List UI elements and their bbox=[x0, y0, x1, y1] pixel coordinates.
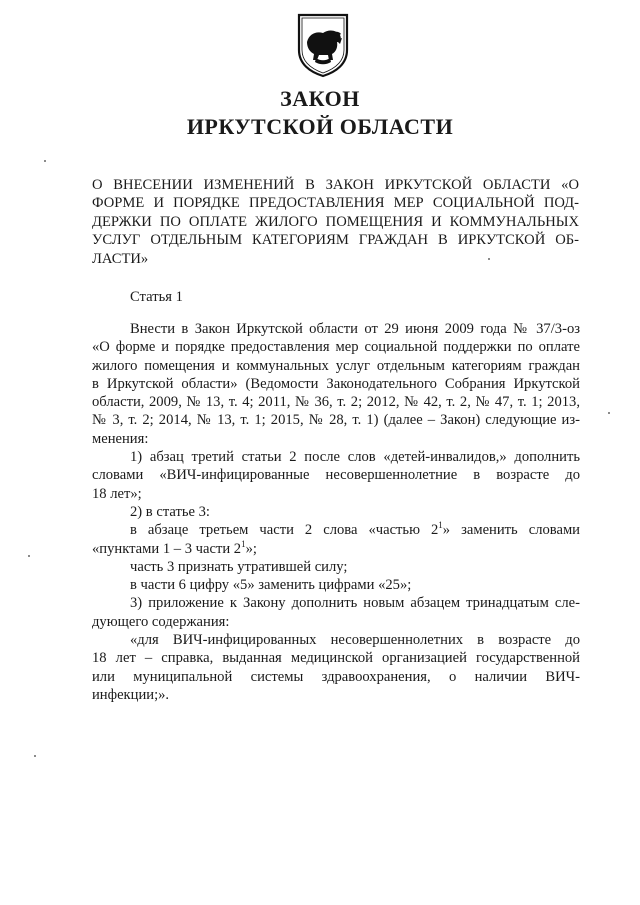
quote-line: инфекции;». bbox=[92, 686, 170, 703]
scan-speck bbox=[488, 258, 490, 260]
superscript: 1 bbox=[241, 538, 246, 549]
body-line: № 3, т. 2; 2014, № 13, т. 1; 2015, № 28, т. 1) (далее – Закон) следующие из- bbox=[92, 412, 580, 429]
coat-of-arms-icon bbox=[296, 12, 350, 78]
body-line: в Иркутской области» (Ведомости Законодательного Собрания Иркутской bbox=[92, 375, 580, 392]
law-subject bbox=[92, 176, 579, 268]
quote-line: или муниципальной системы здравоохранения, о наличии ВИЧ- bbox=[92, 668, 580, 685]
item-1-line: 1) абзац третий статьи 2 после слов «детей-инвалидов,» дополнить bbox=[130, 449, 580, 466]
item-1-line: 18 лет»; bbox=[92, 485, 142, 502]
scan-speck bbox=[34, 755, 36, 757]
item-2-text: »; bbox=[245, 540, 257, 557]
document-region: ИРКУТСКОЙ ОБЛАСТИ bbox=[186, 114, 454, 139]
subject-line: О ВНЕСЕНИИ ИЗМЕНЕНИЙ В ЗАКОН ИРКУТСКОЙ ОБЛАСТИ «О bbox=[92, 177, 579, 193]
item-2-heading: 2) в статье 3: bbox=[130, 503, 210, 520]
item-2-line bbox=[92, 540, 580, 558]
subject-line: ДЕРЖКИ ПО ОПЛАТЕ ЖИЛОГО ПОМЕЩЕНИЯ И КОММУНАЛЬНЫХ bbox=[92, 213, 579, 230]
item-3-line: 3) приложение к Закону дополнить новым абзацем тринадцатым сле- bbox=[130, 595, 580, 612]
item-2-line: в части 6 цифру «5» заменить цифрами «25»; bbox=[130, 577, 412, 594]
item-2-line: часть 3 признать утратившей силу; bbox=[130, 558, 348, 575]
quote-line: «для ВИЧ-инфицированных несовершеннолетних в возрасте до bbox=[130, 632, 580, 649]
scan-speck bbox=[608, 412, 610, 414]
quote-line: 18 лет – справка, выданная медицинской организацией государственной bbox=[92, 650, 580, 667]
article-heading: Статья 1 bbox=[130, 289, 183, 305]
subject-line: ЛАСТИ» bbox=[92, 250, 149, 267]
item-2-text: » заменить словами bbox=[442, 522, 580, 539]
item-2-text: в абзаце третьем части 2 слова «частью 2 bbox=[130, 522, 439, 539]
body-line: области, 2009, № 13, т. 4; 2011, № 36, т. 2; 2012, № 42, т. 2, № 47, т. 1; 2013, bbox=[92, 394, 580, 411]
subject-line: УСЛУГ ОТДЕЛЬНЫМ КАТЕГОРИЯМ ГРАЖДАН В ИРКУТСКОЙ ОБ- bbox=[92, 232, 579, 249]
scan-speck bbox=[44, 160, 46, 162]
superscript: 1 bbox=[438, 520, 443, 531]
body-line: жилого помещения и коммунальных услуг отдельным категориям граждан bbox=[92, 357, 580, 374]
item-1-line: словами «ВИЧ-инфицированные несовершеннолетние в возрасте до bbox=[92, 467, 580, 484]
body-line: Внести в Закон Иркутской области от 29 июня 2009 года № 37/3-оз bbox=[130, 321, 580, 337]
subject-line: ФОРМЕ И ПОРЯДКЕ ПРЕДОСТАВЛЕНИЯ МЕР СОЦИАЛЬНОЙ ПОД- bbox=[92, 195, 579, 212]
body-line: менения: bbox=[92, 430, 149, 447]
item-2-text: «пунктами 1 – 3 части 2 bbox=[92, 540, 242, 557]
item-3-line: дующего содержания: bbox=[92, 613, 230, 630]
article-body bbox=[92, 320, 580, 704]
body-line: «О форме и порядке предоставления мер социальной поддержки по оплате bbox=[92, 339, 580, 356]
scan-speck bbox=[28, 555, 30, 557]
document-title: ЗАКОН bbox=[280, 86, 360, 111]
item-2-line bbox=[92, 521, 580, 539]
